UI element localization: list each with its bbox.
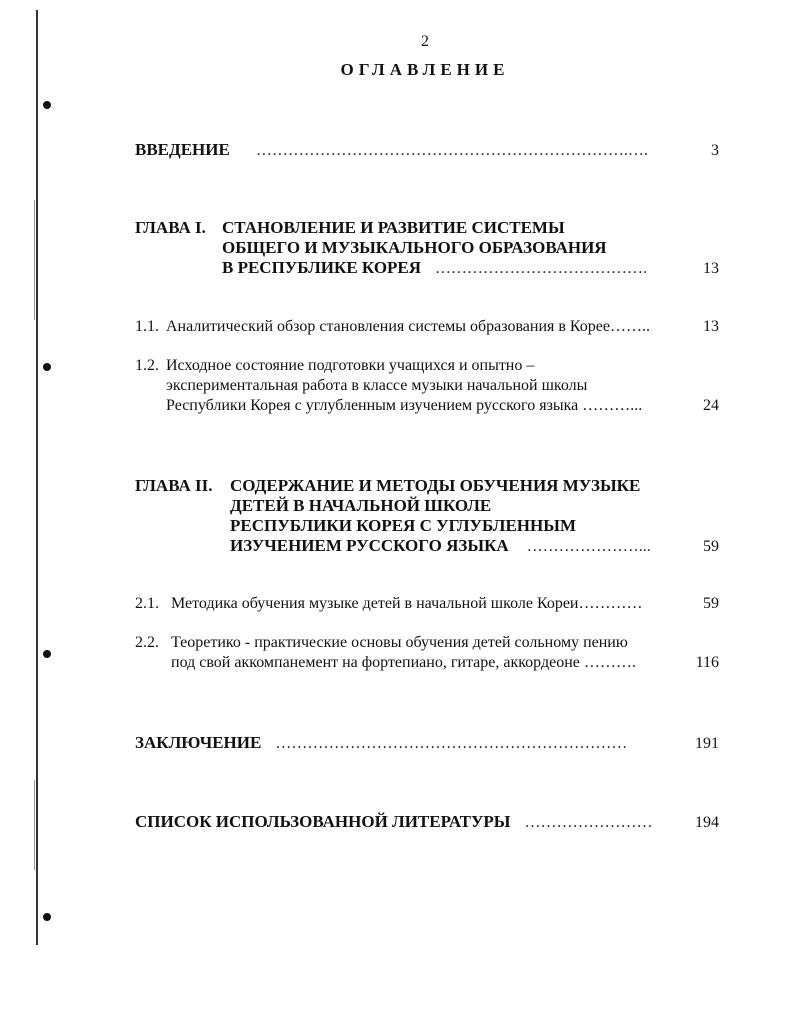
s12-line3: Республики Корея с углубленным изучением русского языка ………... bbox=[166, 397, 643, 414]
chapter1-title-line2: ОБЩЕГО И МУЗЫКАЛЬНОГО ОБРАЗОВАНИЯ bbox=[222, 238, 607, 257]
references-page: 194 bbox=[695, 814, 719, 831]
s11-number: 1.1. bbox=[135, 318, 159, 335]
margin-rule-left bbox=[36, 10, 38, 945]
s21-page: 59 bbox=[703, 595, 719, 612]
s21-number: 2.1. bbox=[135, 595, 159, 612]
binder-hole bbox=[43, 101, 51, 109]
toc-entry-references bbox=[135, 812, 719, 832]
s12-line1: Исходное состояние подготовки учащихся и опытно – bbox=[166, 357, 535, 374]
conclusion-dots: ………………………………………………………… bbox=[275, 735, 628, 752]
intro-dots: …………………………………………………………….…. bbox=[255, 142, 648, 159]
page-number: 2 bbox=[421, 33, 429, 50]
intro-label: ВВЕДЕНИЕ bbox=[135, 140, 230, 159]
references-dots: …………………… bbox=[524, 814, 653, 831]
chapter1-dots: …………………………………. bbox=[435, 260, 648, 277]
toc-entry-intro bbox=[135, 140, 719, 160]
binder-hole bbox=[43, 913, 51, 921]
s22-page: 116 bbox=[695, 654, 719, 671]
s12-number: 1.2. bbox=[135, 357, 159, 374]
intro-page: 3 bbox=[711, 142, 719, 159]
toc-entry-conclusion bbox=[135, 733, 719, 753]
conclusion-label: ЗАКЛЮЧЕНИЕ bbox=[135, 733, 262, 752]
chapter2-dots: …………………... bbox=[526, 538, 651, 555]
s12-page: 24 bbox=[703, 397, 719, 414]
s22-number: 2.2. bbox=[135, 634, 159, 651]
toc-entry-2-1 bbox=[135, 595, 719, 613]
references-label: СПИСОК ИСПОЛЬЗОВАННОЙ ЛИТЕРАТУРЫ bbox=[135, 812, 511, 831]
chapter2-title-line2: ДЕТЕЙ В НАЧАЛЬНОЙ ШКОЛЕ bbox=[230, 496, 492, 515]
chapter2-title-line3: РЕСПУБЛИКИ КОРЕЯ С УГЛУБЛЕННЫМ bbox=[230, 516, 576, 535]
binder-hole bbox=[43, 650, 51, 658]
chapter1-page: 13 bbox=[703, 260, 719, 277]
binder-hole bbox=[43, 363, 51, 371]
chapter2-prefix: ГЛАВА II. bbox=[135, 476, 213, 495]
s22-line2: под свой аккомпанемент на фортепиано, гитаре, аккордеоне ………. bbox=[171, 654, 636, 671]
s12-line2: экспериментальная работа в классе музыки начальной школы bbox=[166, 377, 588, 394]
chapter2-title-line1: СОДЕРЖАНИЕ И МЕТОДЫ ОБУЧЕНИЯ МУЗЫКЕ bbox=[230, 476, 641, 495]
s21-text: Методика обучения музыке детей в начальной школе Кореи………… bbox=[171, 595, 643, 612]
margin-rule-faint bbox=[34, 200, 35, 320]
chapter2-page: 59 bbox=[703, 538, 719, 555]
chapter1-prefix: ГЛАВА I. bbox=[135, 218, 206, 237]
toc-title: ОГЛАВЛЕНИЕ bbox=[340, 60, 510, 79]
s11-page: 13 bbox=[703, 318, 719, 335]
margin-rule-faint bbox=[34, 780, 35, 870]
chapter1-title-line1: СТАНОВЛЕНИЕ И РАЗВИТИЕ СИСТЕМЫ bbox=[222, 218, 565, 237]
chapter2-title-line4: ИЗУЧЕНИЕМ РУССКОГО ЯЗЫКА bbox=[230, 536, 509, 555]
s22-line1: Теоретико - практические основы обучения детей сольному пению bbox=[171, 634, 628, 651]
toc-entry-1-1 bbox=[135, 318, 719, 336]
chapter1-title-line3: В РЕСПУБЛИКЕ КОРЕЯ bbox=[222, 258, 422, 277]
conclusion-page: 191 bbox=[695, 735, 719, 752]
s11-text: Аналитический обзор становления системы образования в Корее…….. bbox=[166, 318, 651, 335]
